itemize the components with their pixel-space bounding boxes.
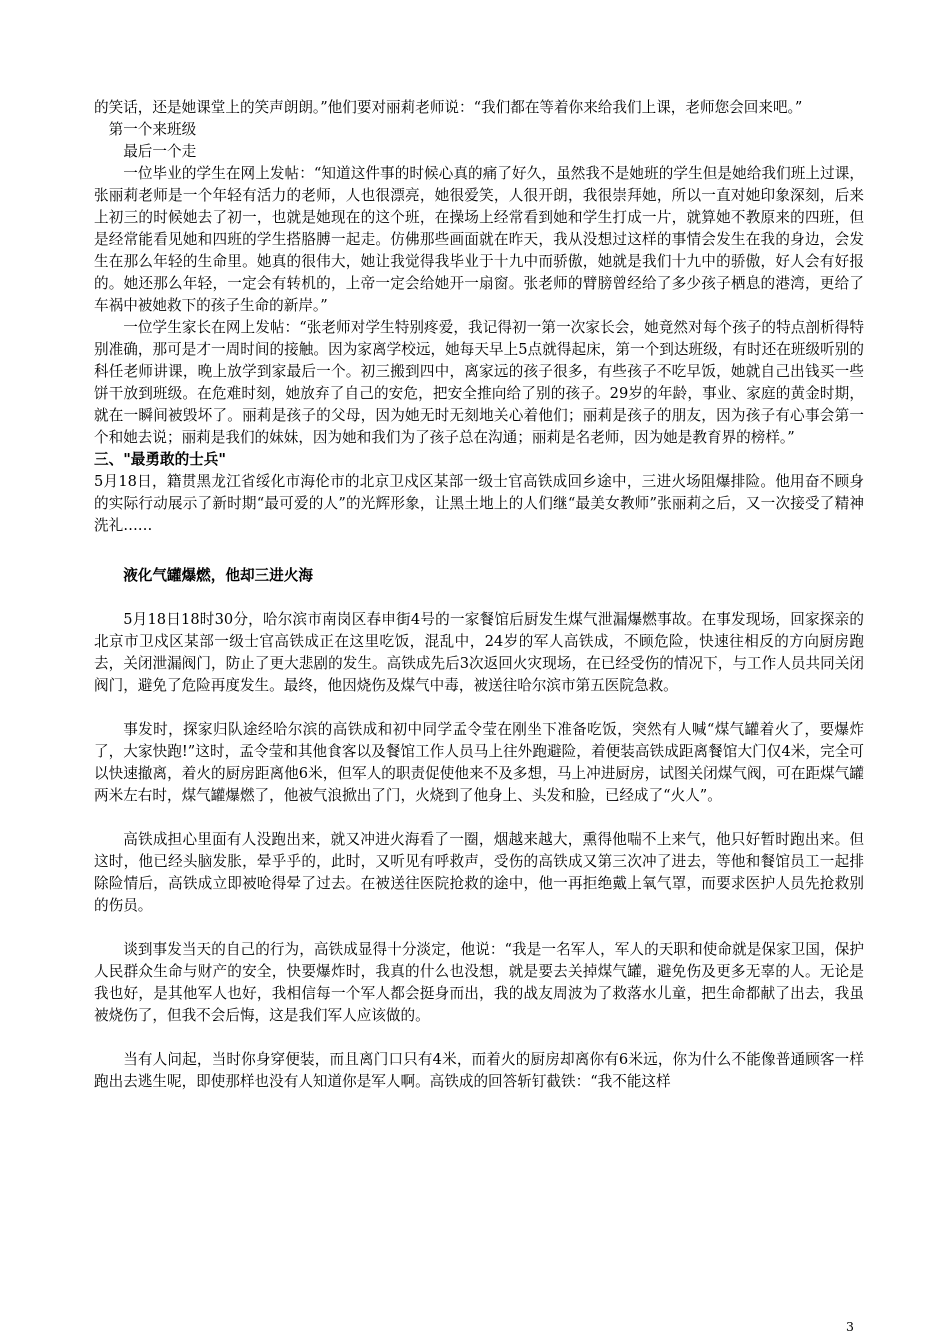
paragraph-intro-gao-tiecheng: 5月18日，籍贯黑龙江省绥化市海伦市的北京卫戍区某部一级士官高铁成回乡途中，三进火场阻爆排险。他用奋不顾身的实际行动展示了新时期“最可爱的人”的光辉形象，让黑土地上的人们继“最美女教师”张丽莉之后，又一次接受了精神洗礼…… — [94, 473, 864, 534]
paragraph-rush-in: 事发时，探家归队途经哈尔滨的高铁成和初中同学孟令莹在刚坐下准备吃饭，突然有人喊“煤气罐着火了，要爆炸了，大家快跑!”这时，孟令莹和其他食客以及餐馆工作人员马上往外跑避险，着便装高铁成距离餐馆大门仅4米，完全可以快速撤离，着火的厨房距离他6米，但军人的职责促使他来不及多想，马上冲进厨房，试图关闭煤气阀，可在距煤气罐两米左右时，煤气罐爆燃了，他被气浪掀出了门，火烧到了他身上、头发和脸，已经成了“火人”。 — [94, 721, 864, 804]
line-last-to-leave: 最后一个走 — [123, 143, 197, 160]
page-number: 3 — [846, 1319, 854, 1334]
paragraph-parent-post: 一位学生家长在网上发帖：“张老师对学生特别疼爱，我记得初一第一次家长会，她竟然对每个孩子的特点剖析得特别准确，那可是才一周时间的接触。因为家离学校远，她每天早上5点就得起床，第一个到达班级，有时还在班级听别的科任老师讲课，晚上放学到家最后一个。初三搬到四中，离家远的孩子很多，有些孩子不吃早饭，她就自己出钱买一些饼干放到班级。在危难时刻，她放弃了自己的安危，把安全推向给了别的孩子。29岁的年龄，事业、家庭的黄金时期，就在一瞬间被毁坏了。丽莉是孩子的父母，因为她无时无刻地关心着他们；丽莉是孩子的朋友，因为孩子有心事会第一个和她去说；丽莉是我们的妹妹，因为她和我们为了孩子总在沟通；丽莉是名老师，因为她是教育界的榜样。” — [94, 319, 864, 446]
paragraph-incident: 5月18日18时30分，哈尔滨市南岗区春申街4号的一家餐馆后厨发生煤气泄漏爆燃事故。在事发现场，回家探亲的北京市卫戍区某部一级士官高铁成正在这里吃饭，混乱中，24岁的军人高铁成，不顾危险，快速往相反的方向厨房跑去，关闭泄漏阀门，防止了更大悲剧的发生。高铁成先后3次返回火灾现场，在已经受伤的情况下，与工作人员共同关闭阀门，避免了危险再度发生。最终，他因烧伤及煤气中毒，被送往哈尔滨市第五医院急救。 — [94, 611, 864, 694]
paragraph-soldier-quote: 谈到事发当天的自己的行为，高铁成显得十分淡定，他说：“我是一名军人，军人的天职和使命就是保家卫国，保护人民群众生命与财产的安全，快要爆炸时，我真的什么也没想，就是要去关掉煤气罐，避免伤及更多无辜的人。无论是我也好，是其他军人也好，我相信每一个军人都会挺身而出，我的战友周波为了救落水儿童，把生命都献了出去，我虽被烧伤了，但我不会后悔，这是我们军人应该做的。 — [94, 941, 864, 1024]
body-text — [94, 97, 864, 1093]
line-first-to-class: 第一个来班级 — [108, 121, 197, 138]
paragraph-third-entry: 高铁成担心里面有人没跑出来，就又冲进火海看了一圈，烟越来越大，熏得他喘不上来气，他只好暂时跑出来。但这时，他已经头脑发胀，晕乎乎的，此时，又听见有呼救声，受伤的高铁成又第三次冲了进去，等他和餐馆员工一起排除险情后，高铁成立即被呛得晕了过去。在被送往医院抢救的途中，他一再拒绝戴上氧气罩，而要求医护人员先抢救别的伤员。 — [94, 831, 864, 914]
paragraph-continuation: 的笑话，还是她课堂上的笑声朗朗。”他们要对丽莉老师说：“我们都在等着你来给我们上课，老师您会回来吧。” — [94, 99, 803, 116]
section-heading-bravest-soldier: 三、"最勇敢的士兵" — [94, 451, 226, 468]
paragraph-question: 当有人问起，当时你身穿便装，而且离门口只有4米，而着火的厨房却离你有6米远，你为什么不能像普通顾客一样跑出去逃生呢，即使那样也没有人知道你是军人啊。高铁成的回答斩钉截铁：“我不能这样 — [94, 1051, 864, 1090]
subheading-gas-explosion: 液化气罐爆燃，他却三进火海 — [123, 567, 313, 584]
paragraph-graduate-post: 一位毕业的学生在网上发帖：“知道这件事的时候心真的痛了好久，虽然我不是她班的学生但是她给我们班上过课，张丽莉老师是一个年轻有活力的老师，人也很漂亮，她很爱笑，人很开朗，我很崇拜她，所以一直对她印象深刻，后来上初三的时候她去了初一，也就是她现在的这个班，在操场上经常看到她和学生打成一片，就算她不教原来的四班，但是经常能看见她和四班的学生搭胳膊一起走。仿佛那些画面就在昨天，我从没想过这样的事情会发生在我的身边，会发生在那么年轻的生命里。她真的很伟大，她让我觉得我毕业于十九中而骄傲，她就是我们十九中的骄傲，好人会有好报的。她还那么年轻，一定会有转机的，上帝一定会给她开一扇窗。张老师的臂膀曾经给了多少孩子栖息的港湾，更给了车祸中被她救下的孩子生命的新岸。” — [94, 165, 864, 314]
